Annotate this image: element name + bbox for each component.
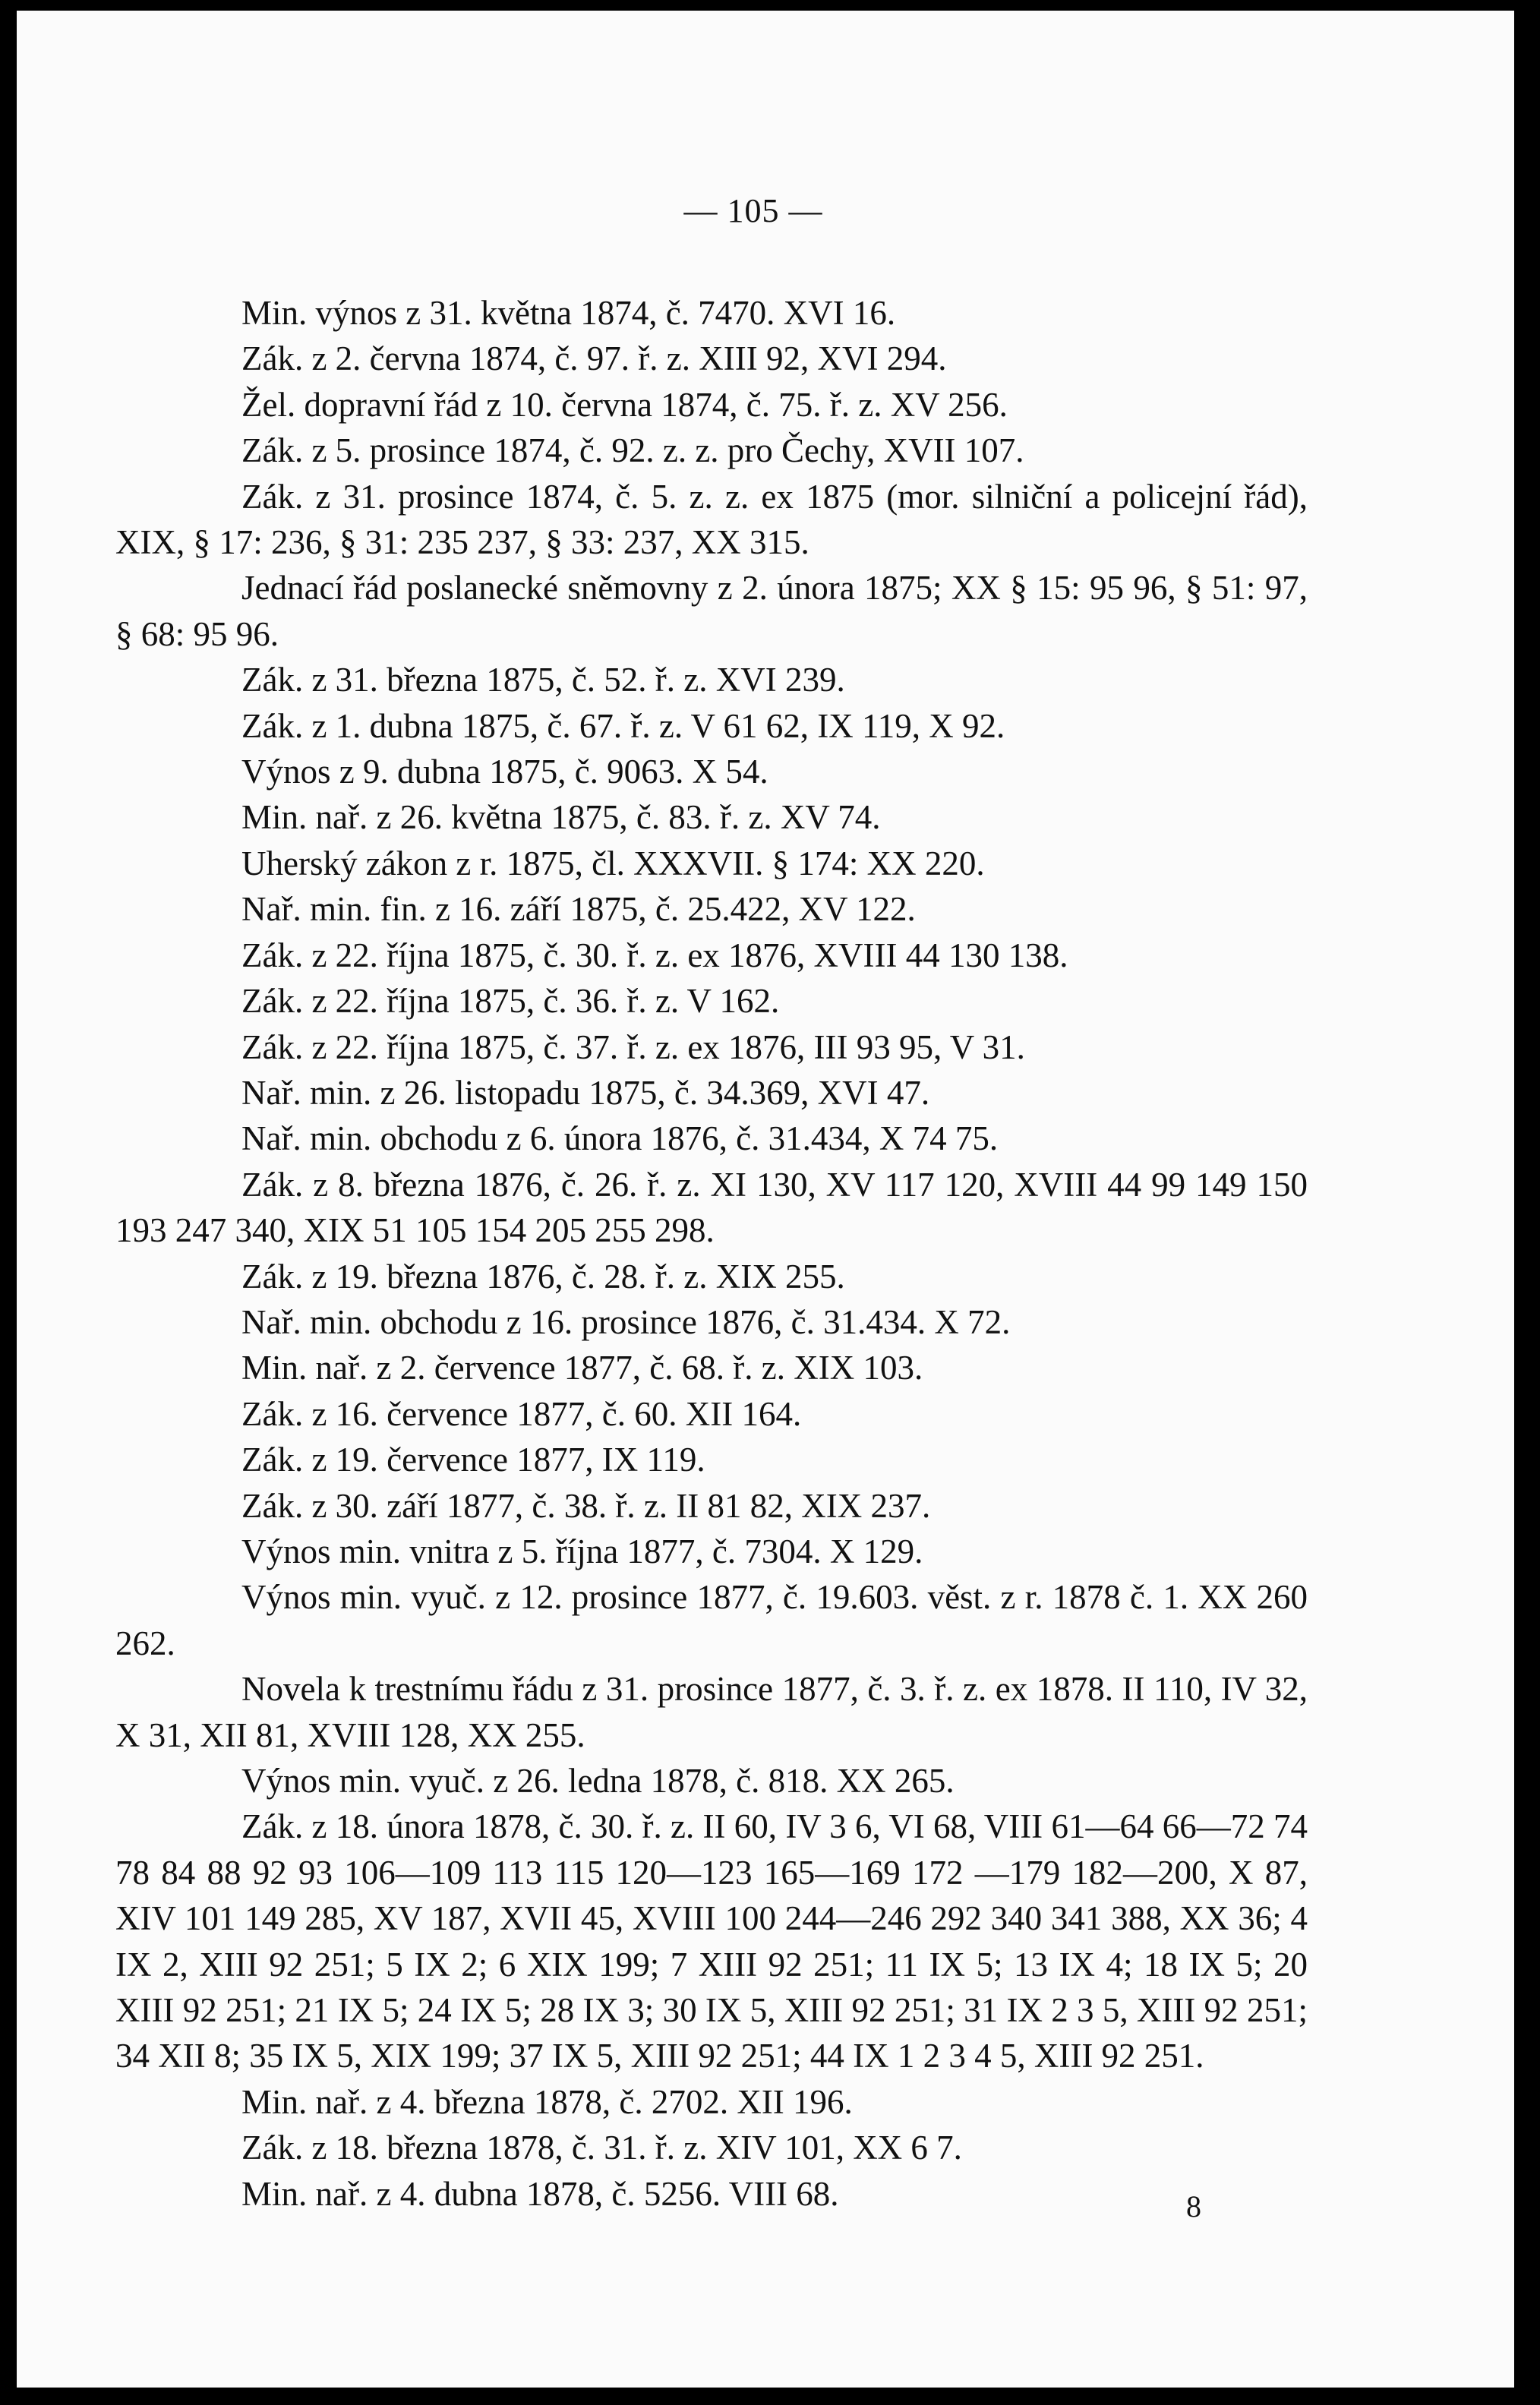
book-page — [17, 11, 1514, 2388]
index-entry: Zák. z 2. června 1874, č. 97. ř. z. XIII 92, XVI 294. — [241, 339, 947, 378]
index-entry: Nař. min. obchodu z 16. prosince 1876, č. 31.434. X 72. — [241, 1302, 1011, 1341]
index-entry: Uherský zákon z r. 1875, čl. XXXVII. § 174: XX 220. — [241, 844, 985, 882]
index-entry: Min. nař. z 2. července 1877, č. 68. ř. z. XIX 103. — [241, 1349, 923, 1387]
index-entry: Výnos min. vyuč. z 26. ledna 1878, č. 818. XX 265. — [241, 1762, 955, 1800]
index-entry: Zák. z 19. července 1877, IX 119. — [241, 1441, 705, 1479]
index-entry: Zák. z 30. září 1877, č. 38. ř. z. II 81 82, XIX 237. — [241, 1486, 931, 1525]
index-entry: Výnos min. vnitra z 5. října 1877, č. 7304. X 129. — [241, 1532, 923, 1570]
index-entry: Zák. z 18. března 1878, č. 31. ř. z. XIV 101, XX 6 7. — [241, 2129, 962, 2167]
index-entry: Novela k trestnímu řádu z 31. prosince 1877, č. 3. ř. z. ex 1878. II 110, IV 32, X 31, XII 81, XVIII 128, XX 255. — [115, 1670, 1308, 1754]
index-entry: Zák. z 31. prosince 1874, č. 5. z. z. ex 1875 (mor. silniční a policejní řád), XIX, § 17: 236, § 31: 235 237, § 33: 237, XX 315. — [115, 477, 1308, 562]
index-entry: Zák. z 19. března 1876, č. 28. ř. z. XIX 255. — [241, 1257, 845, 1296]
index-entry: Žel. dopravní řád z 10. června 1874, č. 75. ř. z. XV 256. — [241, 385, 1008, 424]
index-entry: Jednací řád poslanecké sněmovny z 2. února 1875; XX § 15: 95 96, § 51: 97, § 68: 95 96. — [115, 569, 1308, 653]
index-entry: Výnos z 9. dubna 1875, č. 9063. X 54. — [241, 753, 768, 791]
index-entry: Zák. z 22. října 1875, č. 30. ř. z. ex 1876, XVIII 44 130 138. — [241, 936, 1068, 974]
index-entry: Min. nař. z 26. května 1875, č. 83. ř. z. XV 74. — [241, 798, 881, 837]
index-entry: Nař. min. z 26. listopadu 1875, č. 34.369, XVI 47. — [241, 1073, 930, 1112]
signature-mark: 8 — [1186, 2189, 1201, 2224]
index-entry: Nař. min. obchodu z 6. února 1876, č. 31.434, X 74 75. — [241, 1119, 999, 1158]
index-entry: Zák. z 8. března 1876, č. 26. ř. z. XI 130, XV 117 120, XVIII 44 99 149 150 193 247 340, XIX 51 105 154 205 255 298. — [115, 1165, 1308, 1250]
index-entry: Min. nař. z 4. dubna 1878, č. 5256. VIII 68. — [241, 2174, 839, 2213]
index-entry: Výnos min. vyuč. z 12. prosince 1877, č. 19.603. věst. z r. 1878 č. 1. XX 260 262. — [115, 1578, 1308, 1662]
index-entry: Zák. z 16. července 1877, č. 60. XII 164. — [241, 1394, 802, 1433]
index-entry: Min. výnos z 31. května 1874, č. 7470. XVI 16. — [241, 294, 896, 332]
index-entry: Zák. z 31. března 1875, č. 52. ř. z. XVI 239. — [241, 661, 845, 699]
index-entry: Nař. min. fin. z 16. září 1875, č. 25.422, XV 122. — [241, 890, 916, 929]
index-entry: Zák. z 22. října 1875, č. 36. ř. z. V 162. — [241, 982, 780, 1021]
index-entry: Min. nař. z 4. března 1878, č. 2702. XII 196. — [241, 2082, 853, 2121]
page-number: — 105 — — [683, 192, 823, 229]
index-entry: Zák. z 5. prosince 1874, č. 92. z. z. pro Čechy, XVII 107. — [241, 431, 1024, 470]
index-entry: Zák. z 22. října 1875, č. 37. ř. z. ex 1876, III 93 95, V 31. — [241, 1027, 1025, 1066]
index-entry: Zák. z 1. dubna 1875, č. 67. ř. z. V 61 62, IX 119, X 92. — [241, 706, 1005, 745]
legal-index-list — [115, 290, 1308, 2217]
index-entry: Zák. z 18. února 1878, č. 30. ř. z. II 60, IV 3 6, VI 68, VIII 61—64 66—72 74 78 84 88 92 93 106—109 113 115 120—123 165—169 172 —179 182—200, X 87, XIV 101 149 285, XV 187, XVII 45, XVIII 100 244—246 292 340 341 388, XX 36; 4 IX 2, XIII 92 251; 5 IX 2; 6 XIX 199; 7 XIII 92 251; 11 IX 5; 13 IX 4; 18 IX 5; 20 XIII 92 251; 21 IX 5; 24 IX 5; 28 IX 3; 30 IX 5, XIII 92 251; 31 IX 2 3 5, XIII 92 251; 34 XII 8; 35 IX 5, XIX 199; 37 IX 5, XIII 92 251; 44 IX 1 2 3 4 5, XIII 92 251. — [115, 1807, 1308, 2075]
